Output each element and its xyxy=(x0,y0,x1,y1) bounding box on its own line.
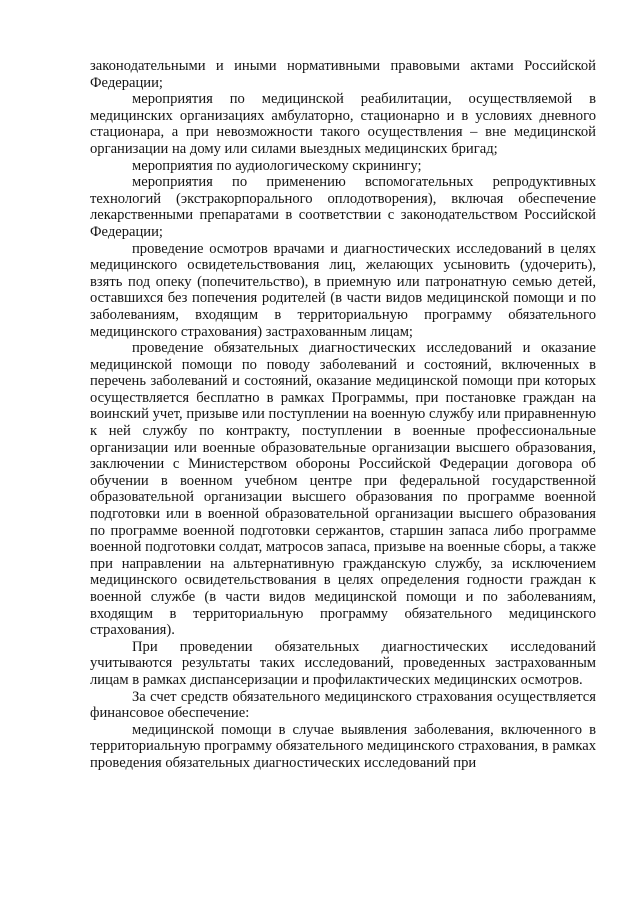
paragraph: При проведении обязательных диагностических исследований учитываются результаты таких исследований, проведенных застрахованным лицам в рамках диспансеризации и профилактических медицинских осмотров. xyxy=(90,638,596,688)
paragraph: проведение осмотров врачами и диагностических исследований в целях медицинского освидетельствования лиц, желающих усыновить (удочерить), взять под опеку (попечительство), в приемную или патронатную семью детей, оставшихся без попечения родителей (в части видов медицинской помощи и по заболеваниям, входящим в территориальную программу обязательного медицинского страхования) застрахованным лицам; xyxy=(90,240,596,340)
paragraph: законодательными и иными нормативными правовыми актами Российской Федерации; xyxy=(90,58,596,91)
paragraph: проведение обязательных диагностических исследований и оказание медицинской помощи по поводу заболеваний и состояний, включенных в перечень заболеваний и состояний, оказание медицинской помощи при которых осуществляется бесплатно в рамках Программы, при постановке граждан на воинский учет, призыве или поступлении на военную службу или приравненную к ней службу по контракту, поступлении в военные профессиональные организации или военные образовательные организации высшего образования, заключении с Министерством обороны Российской Федерации договора об обучении в военном учебном центре при федеральной государственной образовательной организации высшего образования по программе военной подготовки или в военной образовательной организации высшего образования по программе военной подготовки сержантов, старшин запаса либо программе военной подготовки солдат, матросов запаса, призыве на военные сборы, а также при направлении на альтернативную гражданскую службу, за исключением медицинского освидетельствования в целях определения годности граждан к военной службе (в части видов медицинской помощи и по заболеваниям, входящим в территориальную программу обязательного медицинского страхования). xyxy=(90,340,596,639)
paragraph: За счет средств обязательного медицинского страхования осуществляется финансовое обеспечение: xyxy=(90,688,596,722)
paragraph: медицинской помощи в случае выявления заболевания, включенного в территориальную программу обязательного медицинского страхования, в рамках проведения обязательных диагностических исследований при xyxy=(90,721,596,771)
paragraph: мероприятия по аудиологическому скринингу; xyxy=(132,157,422,174)
paragraph: мероприятия по применению вспомогательных репродуктивных технологий (экстракорпорального оплодотворения), включая обеспечение лекарственными препаратами в соответствии с законодательством Российской Федерации; xyxy=(90,174,596,240)
paragraph: мероприятия по медицинской реабилитации, осуществляемой в медицинских организациях амбулаторно, стационарно и в условиях дневного стационара, а при невозможности такого осуществления – вне медицинской организации на дому или силами выездных медицинских бригад; xyxy=(90,91,596,157)
document-page xyxy=(90,58,596,772)
